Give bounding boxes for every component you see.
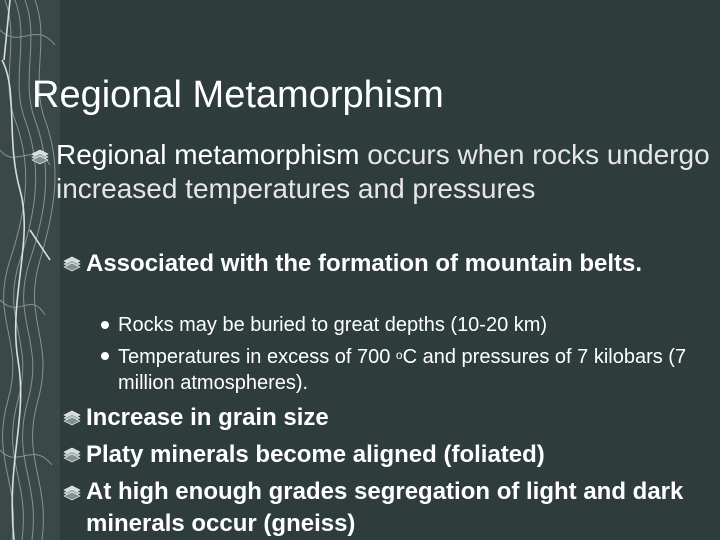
main-bullet-text [56,138,716,206]
sub-sub-bullet-temperature-pressure [118,344,708,396]
temperature-text-after: C and pressures of 7 kilobars (7 million atmospheres). [118,346,687,394]
diamond-stack-bullet-icon [62,481,82,501]
degree-superscript: o [395,348,403,362]
diamond-stack-bullet-icon [62,443,82,463]
diamond-stack-bullet-icon [30,145,50,165]
main-bullet-highlight: Regional metamorphism [56,139,360,170]
round-dot-bullet [101,321,109,329]
diamond-stack-bullet-icon [62,406,82,426]
diamond-stack-bullet-icon [62,252,82,272]
sub-bullet-platy-minerals: Platy minerals become aligned (foliated) [86,441,545,468]
temperature-text-before: Temperatures in excess of 700 [118,346,396,368]
slide-title: Regional Metamorphism [32,74,444,116]
sub-bullet-gneiss-segregation: At high enough grades segregation of light and dark minerals occur (gneiss) [86,478,684,537]
sub-bullet-grain-size: Increase in grain size [86,404,329,431]
round-dot-bullet [101,352,109,360]
sub-sub-bullet-burial-depth: Rocks may be buried to great depths (10-20 km) [118,314,548,336]
main-bullet-rest: occurs when rocks undergo increased temperatures and pressures [56,139,710,204]
sub-bullet-mountain-belts: Associated with the formation of mountain belts. [86,250,643,277]
